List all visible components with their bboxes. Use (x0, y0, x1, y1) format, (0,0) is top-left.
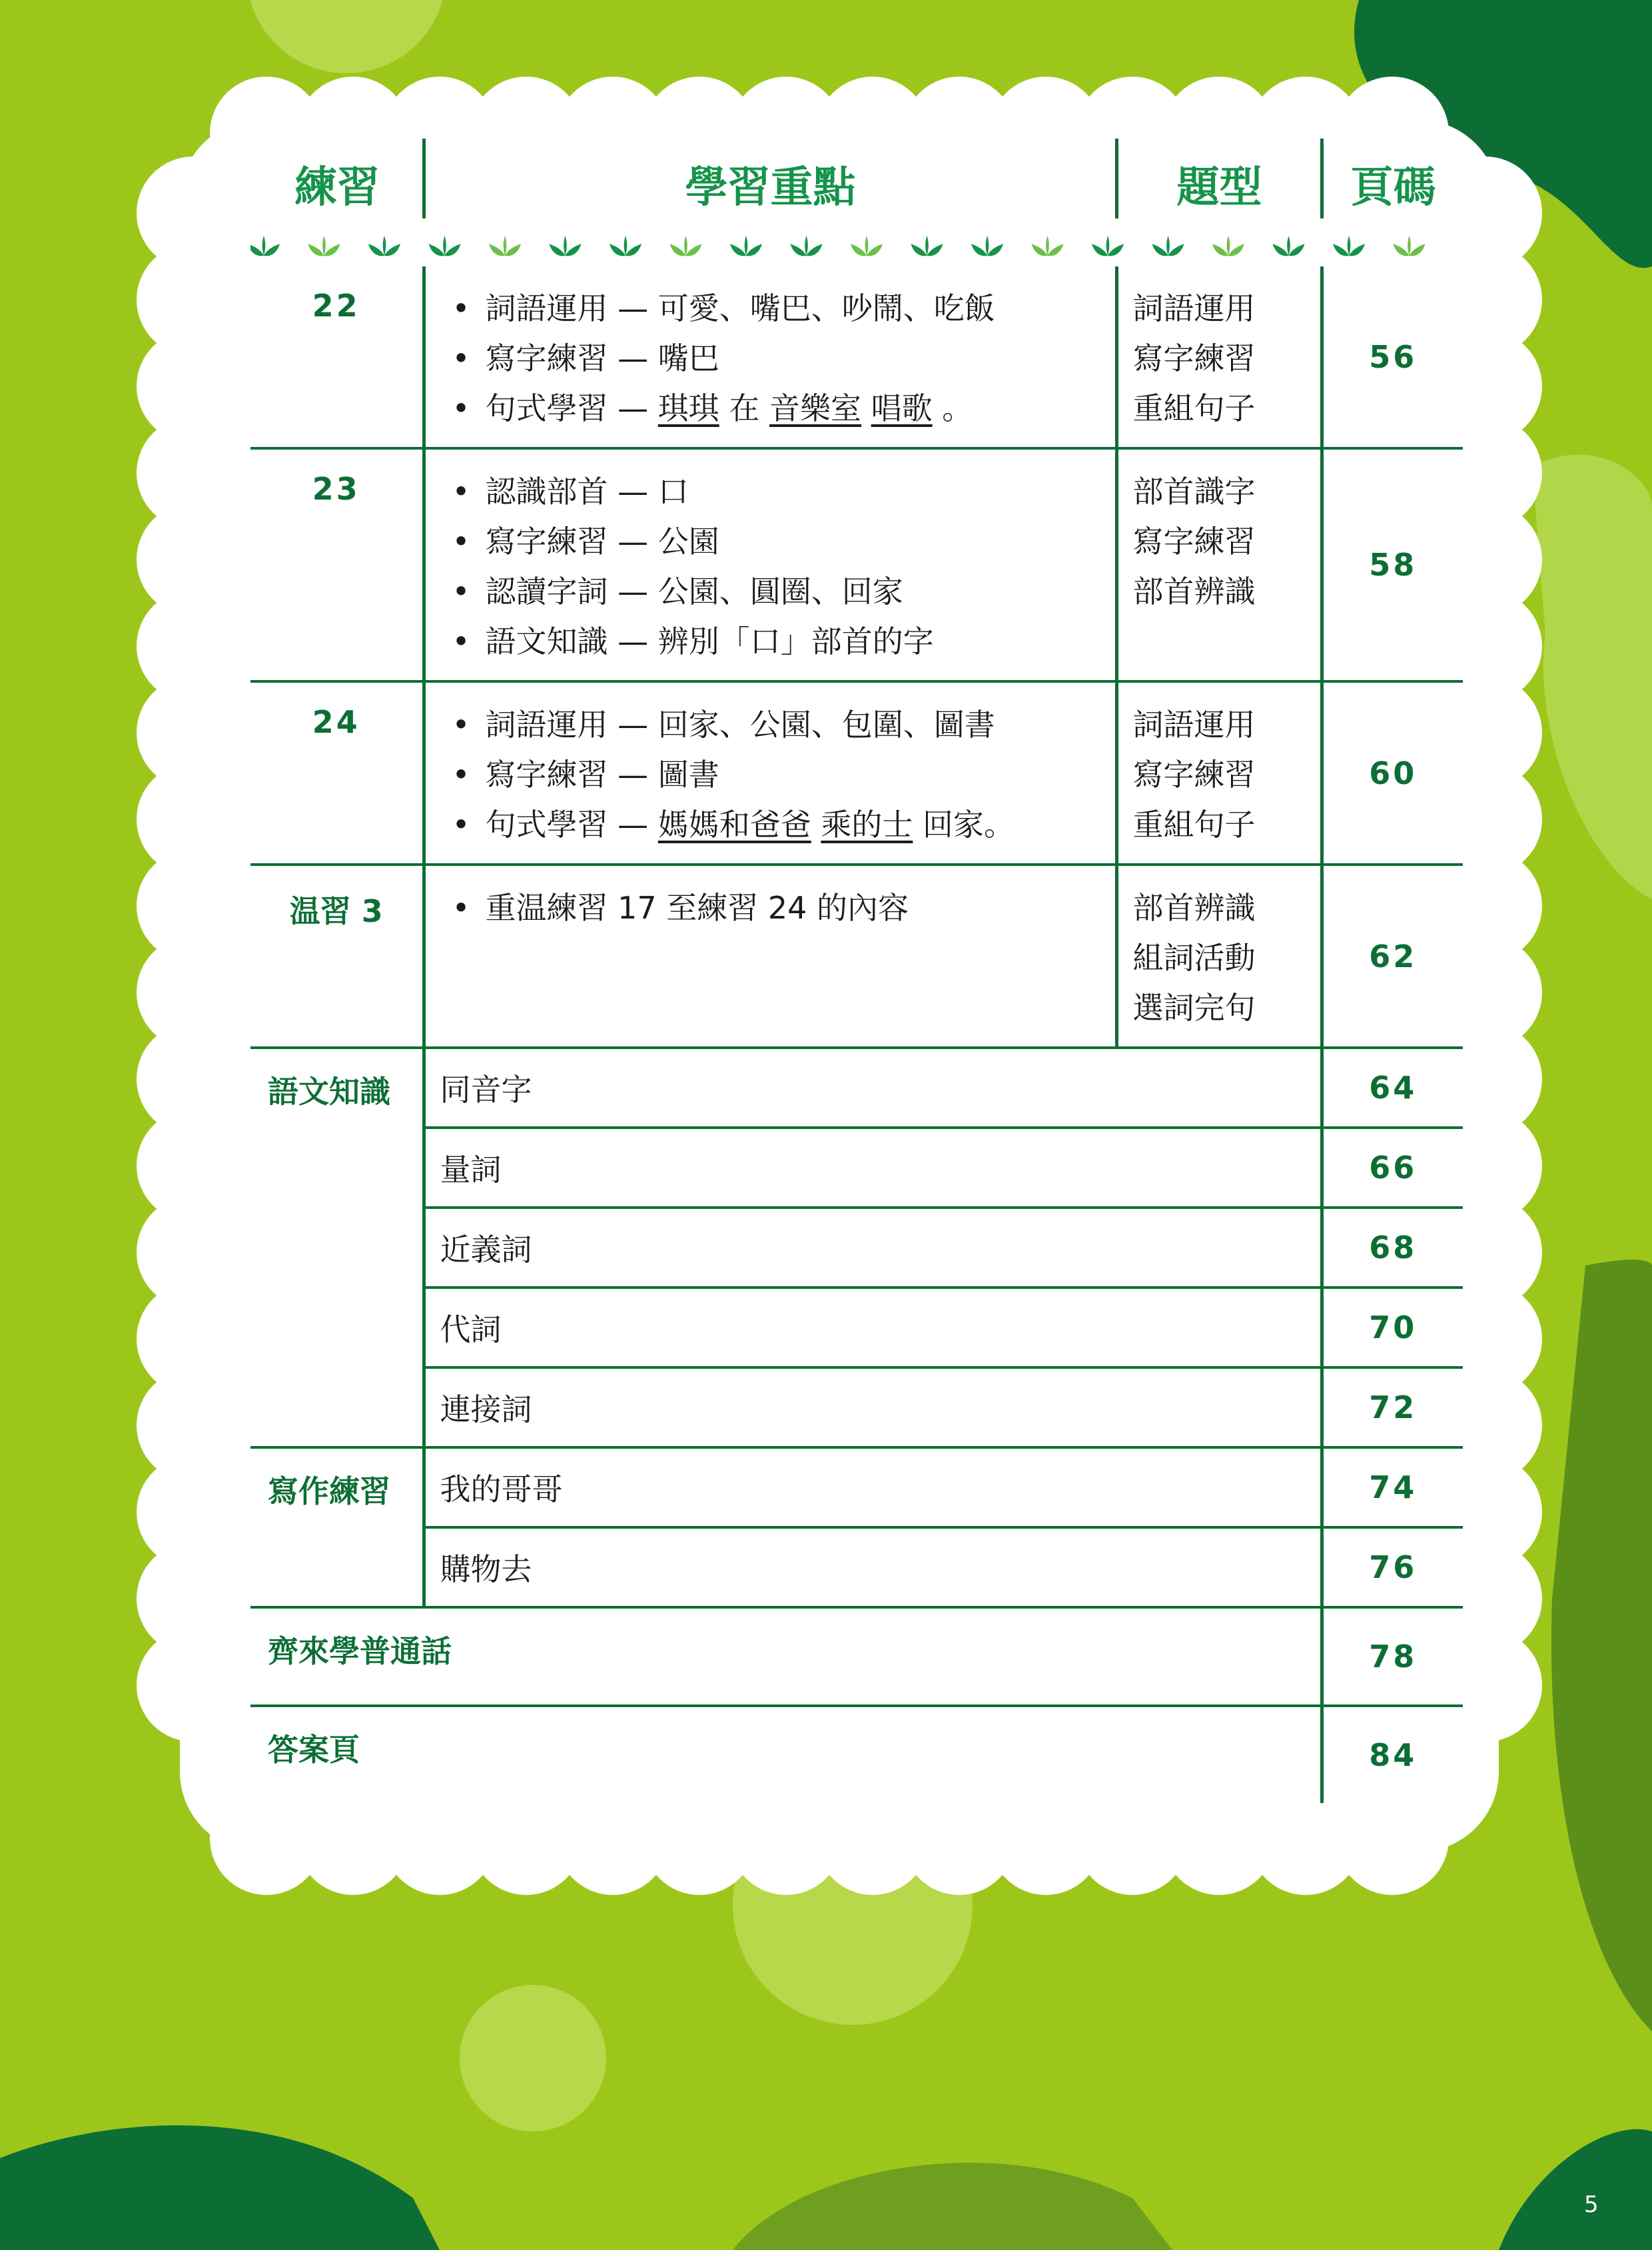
question-type: 部首識字 (1132, 474, 1256, 510)
sprout-icon (489, 236, 521, 256)
sprout-icon (610, 236, 641, 256)
page-number: 64 (1322, 1049, 1463, 1128)
focus-point: 認讀字詞 — 公園、圓圈、回家 (485, 573, 903, 609)
table-row: 24 • 詞語運用 — 回家、公園、包圍、圖書 • 寫字練習 — 圖書 • 句式學習 — 媽媽和爸爸 乘的士 回家。 詞語運用 寫字練習 重組句子 60 (250, 681, 1463, 865)
table-of-contents (250, 127, 1463, 1803)
sprout-icon (1152, 236, 1184, 256)
toc-table (250, 266, 1463, 1049)
section-item: 代詞 (424, 1288, 1322, 1367)
question-type: 寫字練習 (1132, 524, 1256, 560)
focus-point: 語文知識 — 辨別「口」部首的字 (485, 623, 934, 659)
question-type: 重組句子 (1132, 390, 1256, 426)
section-label: 寫作練習 (250, 1447, 424, 1607)
sprout-icon (1032, 236, 1064, 256)
table-row (250, 1527, 1463, 1607)
section-item: 同音字 (424, 1049, 1322, 1128)
sprout-icon (1394, 236, 1426, 256)
table-row (250, 1706, 1463, 1803)
question-type: 重組句子 (1132, 807, 1256, 843)
sprout-icon (1333, 236, 1365, 256)
sprout-icon (308, 236, 340, 256)
table-row (250, 1367, 1463, 1447)
sprout-icon (730, 236, 762, 256)
sprout-icon (670, 236, 702, 256)
page-number: 62 (1369, 938, 1418, 974)
question-type: 詞語運用 (1132, 707, 1256, 743)
page-number: 72 (1322, 1367, 1463, 1447)
header-type: 題型 (1176, 163, 1262, 212)
page-number: 70 (1322, 1288, 1463, 1367)
table-row: 温習 3 • 重温練習 17 至練習 24 的內容 部首辨識 組詞活動 選詞完句 62 (250, 865, 1463, 1048)
section-label: 齊來學普通話 (250, 1607, 1322, 1706)
page-number: 68 (1322, 1208, 1463, 1288)
table-row (250, 1049, 1463, 1128)
section-label: 語文知識 (250, 1049, 424, 1447)
table-row: 22 • 詞語運用 — 可愛、嘴巴、吵鬧、吃飯 • 寫字練習 — 嘴巴 • 句式學習 — 琪琪 在 音樂室 唱歌 。 詞語運用 寫字練習 重組句子 56 (250, 266, 1463, 448)
sprout-icon (429, 236, 461, 256)
section-item: 購物去 (424, 1527, 1322, 1607)
table-row (250, 1208, 1463, 1288)
focus-point: 寫字練習 — 嘴巴 (485, 340, 719, 376)
page-number: 56 (1369, 338, 1418, 375)
focus-point: 詞語運用 — 回家、公園、包圍、圖書 (485, 707, 995, 743)
question-type: 詞語運用 (1132, 290, 1256, 326)
question-type: 選詞完句 (1132, 990, 1256, 1026)
toc-sections (250, 1049, 1463, 1803)
sprout-divider (250, 226, 1463, 266)
question-type: 寫字練習 (1132, 757, 1256, 793)
header-exercise: 練習 (294, 163, 380, 212)
page-number: 58 (1369, 547, 1418, 583)
table-row (250, 1288, 1463, 1367)
sprout-icon (911, 236, 943, 256)
page-number: 76 (1322, 1527, 1463, 1607)
sprout-icon (550, 236, 582, 256)
sprout-icon (368, 236, 400, 256)
focus-point: 認識部首 — 口 (485, 474, 689, 510)
section-item: 我的哥哥 (424, 1447, 1322, 1527)
focus-point: 寫字練習 — 圖書 (485, 757, 719, 793)
sprout-icon (1092, 236, 1124, 256)
sprout-row (250, 226, 1463, 266)
sprout-icon (1212, 236, 1244, 256)
section-item: 量詞 (424, 1128, 1322, 1208)
question-type: 寫字練習 (1132, 340, 1256, 376)
section-label: 答案頁 (268, 1732, 360, 1768)
header-focus: 學習重點 (685, 163, 856, 212)
header-page: 頁碼 (1350, 163, 1436, 212)
question-type: 部首辨識 (1132, 573, 1256, 609)
sprout-icon (791, 236, 823, 256)
table-row (250, 1447, 1463, 1527)
focus-point: 寫字練習 — 公園 (485, 524, 719, 560)
page-number: 74 (1322, 1447, 1463, 1527)
question-type: 部首辨識 (1132, 890, 1256, 926)
section-item: 連接詞 (424, 1367, 1322, 1447)
page-number-footer: 5 (1584, 2191, 1599, 2218)
question-type: 組詞活動 (1132, 940, 1256, 976)
table-row (250, 1128, 1463, 1208)
focus-point: 重温練習 17 至練習 24 的內容 (485, 890, 909, 926)
exercise-number: 温習 3 (289, 893, 383, 929)
page-number: 78 (1322, 1607, 1463, 1706)
table-row (250, 1607, 1463, 1706)
sprout-icon (971, 236, 1003, 256)
exercise-number: 22 (312, 288, 360, 324)
exercise-number: 24 (312, 704, 360, 740)
section-item: 近義詞 (424, 1208, 1322, 1288)
focus-point: 詞語運用 — 可愛、嘴巴、吵鬧、吃飯 (485, 290, 995, 326)
sprout-icon (1273, 236, 1305, 256)
sprout-icon (851, 236, 883, 256)
page-number: 84 (1322, 1706, 1463, 1803)
exercise-number: 23 (312, 471, 360, 507)
table-header (250, 127, 1463, 226)
page-number: 60 (1369, 755, 1418, 791)
sprout-icon (250, 236, 280, 256)
table-row: 23 • 認識部首 — 口 • 寫字練習 — 公園 • 認讀字詞 — 公園、圓圈、回家 • 語文知識 — 辨別「口」部首的字 部首識字 寫字練習 部首辨識 58 (250, 448, 1463, 681)
page-number: 66 (1322, 1128, 1463, 1208)
